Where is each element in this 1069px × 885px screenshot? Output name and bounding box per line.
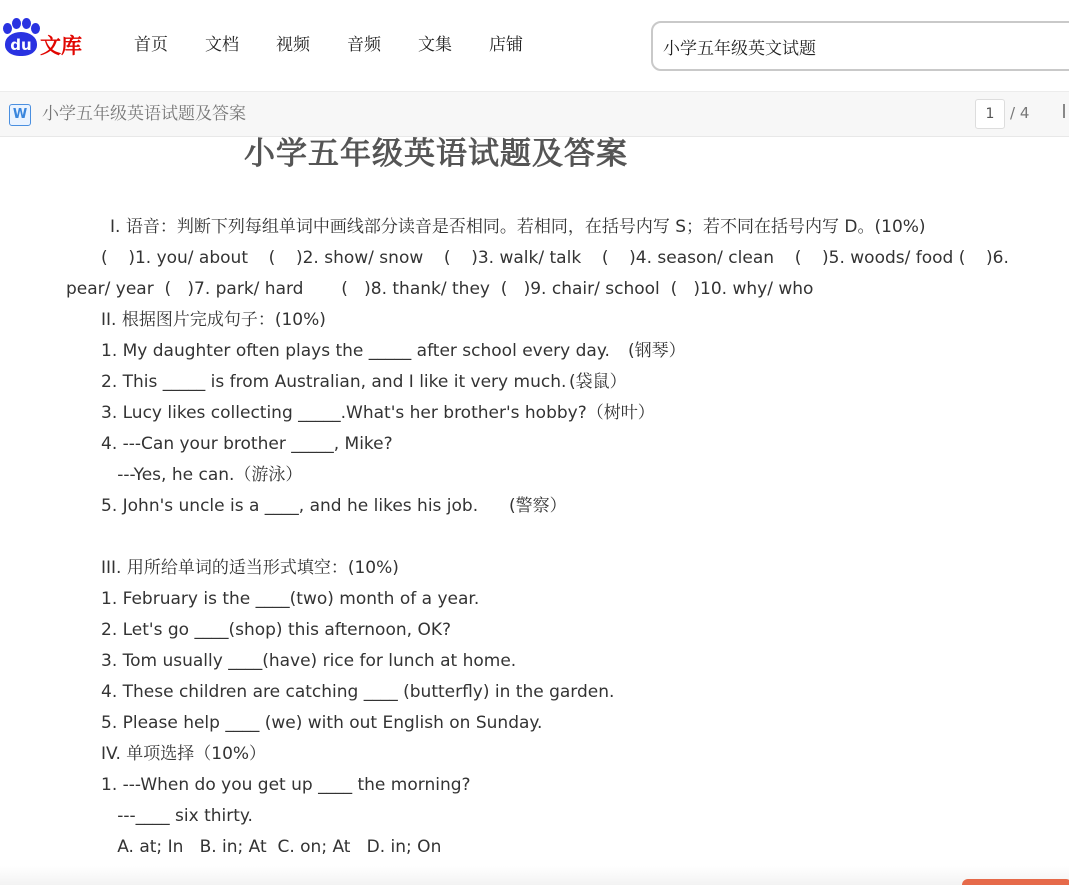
section-4-item-1-answer: ---____ six thirty. [101,806,253,826]
section-4-item-1: 1. ---When do you get up ____ the morning? [101,775,471,795]
q-paren: ( [601,248,609,268]
document-page [0,137,1069,885]
section-3-item-4: 4. These children are catching ____ (butterfly) in the garden. [101,682,615,702]
section-3-item-1: 1. February is the ____(two) month of a year. [101,589,480,609]
q-item: )1. you/ about [128,248,248,268]
section-2-item-2: 2. This _____ is from Australian, and I like it very much. [101,372,567,392]
q-paren: ( [101,248,108,268]
logo-du-text: du [10,36,32,54]
bottom-fade [0,866,1069,885]
section-2-hint-2: (袋鼠） [569,372,627,392]
q-item: )6. [986,248,1009,268]
section-3-title: III. 用所给单词的适当形式填空：(10%) [101,558,399,578]
search-input[interactable] [663,33,1063,59]
q-paren: ( [443,248,451,268]
search-box [651,21,1069,71]
q-item: )4. season/ clean [629,248,775,268]
floating-action-button[interactable] [962,879,1069,885]
document-toolbar [0,92,1069,137]
section-2-title: II. 根据图片完成句子：(10%) [101,310,326,330]
page-total: / 4 [1010,104,1030,122]
q-paren: ( [794,248,802,268]
section-3-item-3: 3. Tom usually ____(have) rice for lunch at home. [101,651,517,671]
section-2-item-4-answer: ---Yes, he can.（游泳） [101,465,303,485]
document-heading: 小学五年级英语试题及答案 [244,137,628,172]
section-3-item-5: 5. Please help ____ (we) with out English on Sunday. [101,713,543,733]
nav-item-collections[interactable]: 文集 [418,35,452,55]
section-2-item-3: 3. Lucy likes collecting _____.What's her brother's hobby?（树叶） [101,403,655,423]
page-number-input[interactable]: 1 [975,99,1005,129]
section-2-hint-1: (钢琴） [628,341,686,361]
nav-item-home[interactable]: 首页 [134,35,168,55]
nav-item-documents[interactable]: 文档 [205,35,239,55]
q-item: )5. woods/ food ( [822,248,966,268]
baidu-wenku-logo[interactable] [0,16,90,60]
nav-item-videos[interactable]: 视频 [276,35,310,55]
section-1-line-2: pear/ year ( )7. park/ hard ( )8. thank/ they ( )9. chair/ school ( )10. why/ who [66,279,814,299]
q-paren: ( [268,248,276,268]
word-doc-icon: W [9,104,31,126]
q-item: )3. walk/ talk [471,248,582,268]
section-4-item-1-options: A. at; In B. in; At C. on; At D. in; On [101,837,442,857]
logo-text: 文库 [40,34,82,58]
top-header [0,0,1069,92]
section-2-item-5: 5. John's uncle is a ____, and he likes his job. [101,496,479,516]
section-2-item-4: 4. ---Can your brother _____, Mike? [101,434,393,454]
q-item: )2. show/ snow [295,248,424,268]
section-1-line-1 [101,247,1009,269]
toolbar-edge-icon [1063,104,1069,118]
paw-icon [2,18,40,58]
section-3-item-2: 2. Let's go ____(shop) this afternoon, OK? [101,620,451,640]
document-title: 小学五年级英语试题及答案 [42,104,246,124]
section-2-hint-3: (警察） [509,496,567,516]
section-1-title: I. 语音：判断下列每组单词中画线部分读音是否相同。若相同，在括号内写 S；若不同在括号内写 D。(10%) [110,217,926,237]
nav-item-shops[interactable]: 店铺 [489,35,523,55]
main-nav [134,33,560,57]
section-4-title: IV. 单项选择（10%） [101,744,267,764]
nav-item-audio[interactable]: 音频 [347,35,381,55]
section-2-item-1: 1. My daughter often plays the _____ after school every day. [101,341,610,361]
